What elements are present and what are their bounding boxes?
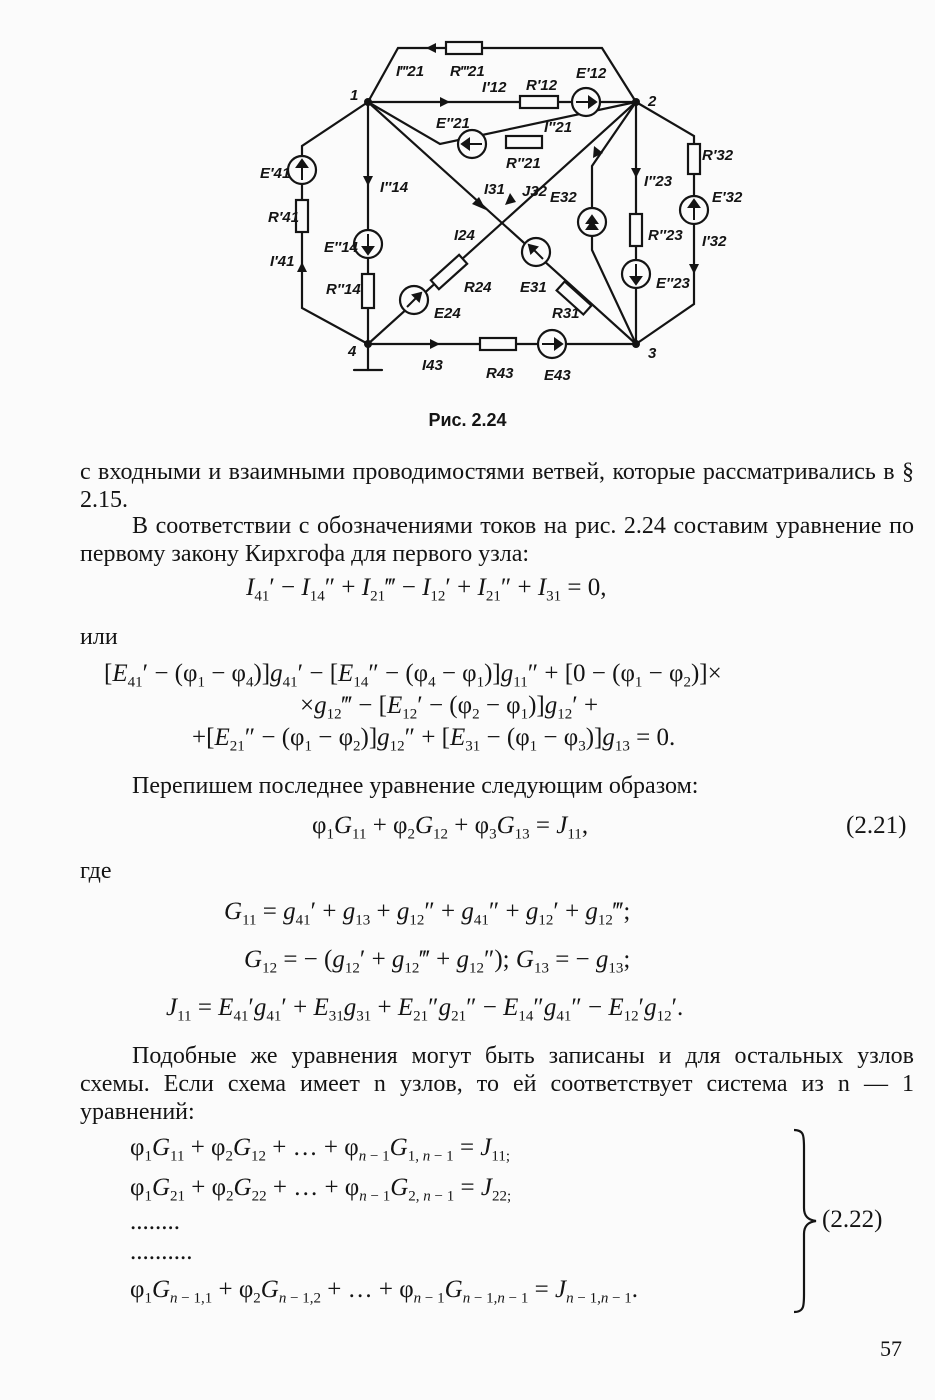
label-r12p: R′12 xyxy=(526,77,558,94)
label-r23pp: R″23 xyxy=(648,227,683,244)
word-or: или xyxy=(80,624,118,650)
label-r41p: R′41 xyxy=(268,209,300,226)
equation-expanded-1: $[E_{41}' - (\varphi_1 - \varphi_4)]g_{41}' - [E_{14}'' - (\varphi_4 - \varphi_1)]g_{11}'' + [0 - (\varphi_1 - \varphi_2)]\times$ xyxy=(104,660,722,691)
label-r43: R43 xyxy=(486,365,514,382)
label-i41p: I′41 xyxy=(270,253,295,270)
label-e24: E24 xyxy=(434,305,461,322)
label-e14pp: E″14 xyxy=(324,239,358,256)
equation-kirchhoff: $I_{41}' - I_{14}''$ + $I_{21}‴ - I_{12}' + I_{21}'' + I_{31} = 0$, xyxy=(246,574,607,605)
equation-g11: $G_{11} = g_{41}' + g_{13} + g_{12}'' + g_{41}'' + g_{12}'$ + $g_{12}‴$; xyxy=(224,898,631,929)
system-dots-1: ........ xyxy=(130,1208,180,1235)
label-r32p: R′32 xyxy=(702,147,734,164)
label-i24: I24 xyxy=(454,227,475,244)
system-brace xyxy=(790,1128,820,1314)
label-e31: E31 xyxy=(520,279,547,296)
system-equation-2: $\varphi_1G_{21} + \varphi_2G_{22}$ + … + $\varphi_{n - 1}G_{2, n - 1} = J_{22;}$ xyxy=(130,1174,512,1205)
label-r14pp: R″14 xyxy=(326,281,361,298)
figure-caption: Рис. 2.24 xyxy=(428,410,507,430)
word-where: где xyxy=(80,858,112,884)
equation-g12-g13: $G_{12}$ = − ($g_{12}'$ + $g_{12}‴ + g_{12}''$); $G_{13}$ = − $g_{13}$; xyxy=(244,946,631,977)
label-e43: E43 xyxy=(544,367,571,384)
equation-expanded-2: $\times g_{12}‴ - [E_{12}' - (\varphi_2 - \varphi_1)]g_{12}'$ + xyxy=(300,692,599,723)
label-r31: R31 xyxy=(552,305,580,322)
system-equation-1: $\varphi_1G_{11} + \varphi_2G_{12}$ + … + $\varphi_{n - 1}G_{1, n - 1} = J_{11;}$ xyxy=(130,1134,511,1165)
equation-2-21: $\varphi_1G_{11} + \varphi_2G_{12} + \varphi_3G_{13} = J_{11}$, xyxy=(312,812,589,843)
label-i21pp: I″21 xyxy=(544,119,573,136)
page-number: 57 xyxy=(880,1336,902,1361)
label-i31: I31 xyxy=(484,181,505,198)
equation-expanded-3: $+[E_{21}'' - (\varphi_1 - \varphi_2)]g_{12}'' + [E_{31} - (\varphi_1 - \varphi_3)]g_{13} = 0$. xyxy=(192,724,676,755)
label-i23pp: I″23 xyxy=(644,173,673,190)
label-i32p: I′32 xyxy=(702,233,727,250)
paragraph-intro: с входными и взаимными проводимостями ветвей, которые рассматривались в § 2.15. xyxy=(80,459,914,513)
system-equation-last: $\varphi_1G_{n - 1,1} + \varphi_2G_{n - 1,2}$ + … + $\varphi_{n - 1}G_{n - 1,n - 1} = J_{n - 1,n - 1}$. xyxy=(130,1276,639,1307)
label-i12p: I′12 xyxy=(482,79,507,96)
label-e23pp: E″23 xyxy=(656,275,690,292)
node-label-3: 3 xyxy=(648,345,657,362)
label-e32: E32 xyxy=(550,189,577,206)
label-r21ppp: R‴21 xyxy=(450,63,485,80)
node-label-1: 1 xyxy=(350,87,359,104)
label-r24: R24 xyxy=(464,279,492,296)
system-dots-2: .......... xyxy=(130,1238,193,1265)
paragraph-system: Подобные же уравнения могут быть записаны и для остальных узлов схемы. Если схема имеет n узлов, то ей соответствует система из n — 1 уравнений: xyxy=(80,1043,914,1125)
label-i21ppp: I‴21 xyxy=(396,63,425,80)
label-e32p: E′32 xyxy=(712,189,743,206)
label-r21pp: R″21 xyxy=(506,155,541,172)
equation-number-2-21: (2.21) xyxy=(846,812,907,839)
node-label-2: 2 xyxy=(648,93,657,110)
paragraph-kirchhoff: В соответствии с обозначениями токов на рис. 2.24 составим уравнение по первому закону Кирхгофа для первого узла: xyxy=(80,513,914,567)
equation-number-2-22: (2.22) xyxy=(822,1206,883,1233)
paragraph-rewrite: Перепишем последнее уравнение следующим образом: xyxy=(132,773,699,799)
label-j32: J32 xyxy=(522,183,548,200)
label-e41p: E′41 xyxy=(260,165,291,182)
label-i43: I43 xyxy=(422,357,443,374)
node-label-4: 4 xyxy=(348,343,357,360)
equation-j11: $J_{11} = E_{41}'g_{41}' + E_{31}g_{31} + E_{21}''g_{21}'' - E_{14}''g_{41}'' - E_{12}'g_{12}'$. xyxy=(166,994,684,1025)
label-e12p: E′12 xyxy=(576,65,607,82)
circuit-diagram xyxy=(250,36,743,396)
label-i14pp: I″14 xyxy=(380,179,409,196)
label-e21pp: E″21 xyxy=(436,115,470,132)
